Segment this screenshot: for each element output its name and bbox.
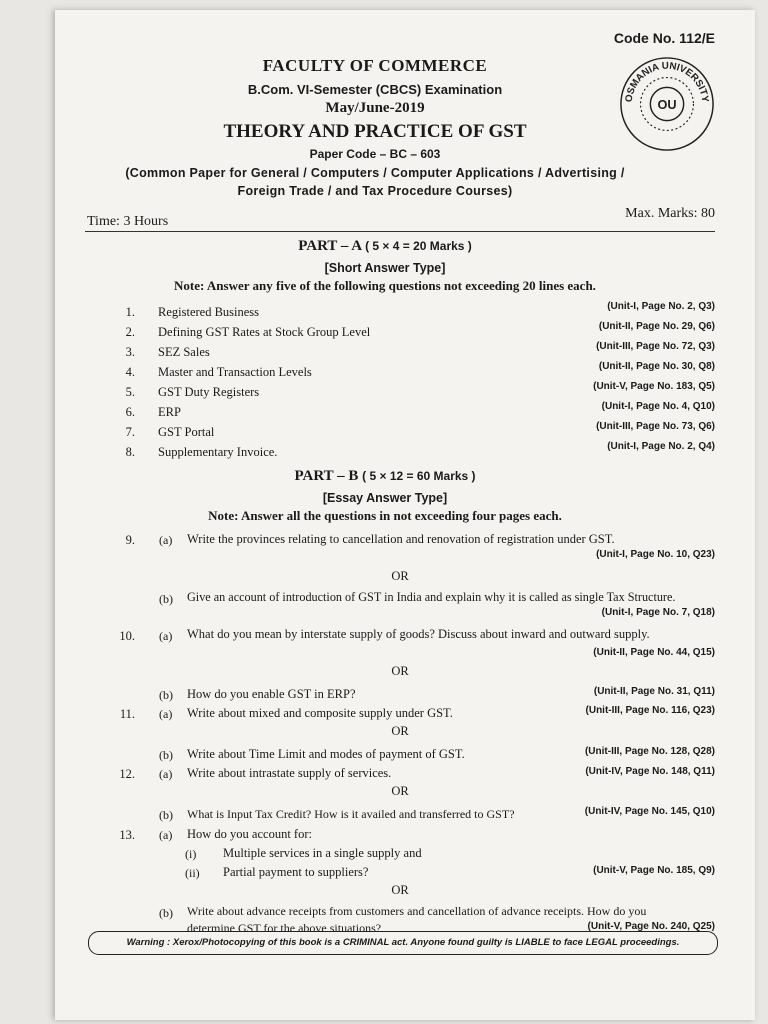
part-a-type: [Short Answer Type] [324, 261, 446, 275]
or-separator: OR [391, 883, 409, 897]
sub-question-label: (b) [159, 592, 173, 606]
question-reference: (Unit-I, Page No. 10, Q23) [596, 549, 715, 560]
question-reference: (Unit-I, Page No. 2, Q4) [607, 441, 715, 452]
question-text: How do you account for: [187, 827, 312, 841]
question-reference: (Unit-III, Page No. 128, Q28) [584, 746, 715, 757]
question-text: Supplementary Invoice. [158, 445, 278, 459]
question-reference: (Unit-V, Page No. 185, Q9) [593, 865, 715, 876]
seal-ring-text: OSMANIA UNIVERSITY [623, 60, 711, 103]
question-text: GST Duty Registers [158, 385, 260, 399]
question-text: GST Portal [158, 425, 215, 439]
faculty-title: FACULTY OF COMMERCE [262, 56, 488, 75]
question-number: 1. [125, 305, 135, 319]
question-text: Write about mixed and composite supply under GST. [187, 706, 453, 720]
question-reference: (Unit-I, Page No. 7, Q18) [601, 607, 715, 618]
or-separator: OR [391, 569, 409, 583]
part-b-note: Note: Answer all the questions in not exceeding four pages each. [208, 508, 562, 523]
sub-question-label: (b) [159, 748, 173, 762]
question-text: ERP [158, 405, 181, 419]
question-number: 3. [125, 345, 135, 359]
code-number: Code No. 112/E [613, 30, 715, 46]
question-text: How do you enable GST in ERP? [187, 687, 356, 701]
question-text: What do you mean by interstate supply of goods? Discuss about inward and outward supply. [187, 627, 650, 641]
question-text: Write about Time Limit and modes of payment of GST. [187, 747, 465, 761]
question-text: Defining GST Rates at Stock Group Level [158, 325, 371, 339]
sub-question-label: (b) [159, 808, 173, 822]
question-reference: (Unit-IV, Page No. 145, Q10) [584, 806, 715, 817]
part-a-title: PART – A [298, 238, 362, 254]
sub-question-label: (a) [159, 707, 173, 721]
question-reference: (Unit-I, Page No. 2, Q3) [607, 301, 715, 312]
sub-question-label: (b) [159, 906, 173, 920]
question-number: 7. [125, 425, 135, 439]
sub-item-label: (i) [185, 847, 197, 861]
paper-title: THEORY AND PRACTICE OF GST [223, 121, 527, 142]
question-text: Write about intrastate supply of services. [187, 766, 392, 780]
question-reference: (Unit-II, Page No. 31, Q11) [593, 686, 715, 697]
sub-question-label: (a) [159, 629, 173, 643]
question-reference: (Unit-I, Page No. 4, Q10) [601, 401, 715, 412]
copyright-warning: Warning : Xerox/Photocopying of this book is a CRIMINAL act. Anyone found guilty is LIABLE to face LEGAL proceedings. [88, 931, 718, 955]
question-number: 9. [125, 533, 135, 547]
sub-item-text: Partial payment to suppliers? [223, 865, 369, 879]
question-text: Write the provinces relating to cancellation and renovation of registration under GST. [187, 532, 615, 546]
question-reference: (Unit-II, Page No. 44, Q15) [593, 647, 715, 658]
question-reference: (Unit-III, Page No. 116, Q23) [585, 705, 715, 716]
question-number: 13. [119, 828, 135, 842]
part-a-note: Note: Answer any five of the following questions not exceeding 20 lines each. [174, 278, 596, 293]
sub-question-label: (a) [159, 828, 173, 842]
part-a-heading [55, 238, 715, 255]
question-number: 4. [125, 365, 135, 379]
seal-center-text: OU [657, 96, 677, 112]
max-marks: Max. Marks: 80 [625, 206, 715, 221]
question-reference: (Unit-V, Page No. 240, Q25) [587, 921, 715, 932]
question-number: 8. [125, 445, 135, 459]
sub-question-label: (a) [159, 533, 173, 547]
question-text: Registered Business [158, 305, 260, 319]
question-reference: (Unit-V, Page No. 183, Q5) [593, 381, 715, 392]
question-reference: (Unit-III, Page No. 72, Q3) [596, 341, 715, 352]
sub-item-text: Multiple services in a single supply and [223, 846, 422, 860]
question-number: 12. [119, 767, 135, 781]
question-text: Give an account of introduction of GST in India and explain why it is called as single Tax Structure. [187, 590, 676, 604]
question-text: SEZ Sales [158, 345, 210, 359]
part-a-marks: ( 5 × 4 = 20 Marks ) [365, 239, 472, 253]
time-allowed: Time: 3 Hours [87, 214, 169, 229]
question-reference: (Unit-III, Page No. 73, Q6) [596, 421, 715, 432]
question-number: 11. [119, 707, 135, 721]
common-paper-line-1: (Common Paper for General / Computers / Computer Applications / Advertising / [125, 166, 625, 180]
question-text-line-2: determine GST for the above situations? [187, 921, 382, 935]
question-reference: (Unit-II, Page No. 30, Q8) [598, 361, 715, 372]
part-b-heading [55, 468, 715, 485]
or-separator: OR [391, 724, 409, 738]
question-number: 10. [119, 629, 135, 643]
common-paper-line-2: Foreign Trade / and Tax Procedure Courses) [237, 184, 513, 198]
question-reference: (Unit-II, Page No. 29, Q6) [598, 321, 715, 332]
header-divider [85, 231, 715, 232]
exam-title: B.Com. VI-Semester (CBCS) Examination [247, 82, 503, 97]
sub-question-label: (a) [159, 767, 173, 781]
question-number: 2. [125, 325, 135, 339]
part-b-type: [Essay Answer Type] [322, 491, 448, 505]
question-text: What is Input Tax Credit? How is it availed and transferred to GST? [187, 807, 515, 821]
exam-session: May/June-2019 [325, 100, 425, 116]
question-number: 5. [125, 385, 135, 399]
or-separator: OR [391, 784, 409, 798]
or-separator: OR [391, 664, 409, 678]
part-b-title: PART – B [294, 468, 359, 484]
question-number: 6. [125, 405, 135, 419]
sub-item-label: (ii) [185, 866, 200, 880]
paper-code: Paper Code – BC – 603 [309, 147, 441, 161]
question-reference: (Unit-IV, Page No. 148, Q11) [585, 766, 715, 777]
question-text-line-1: Write about advance receipts from customers and cancellation of advance receipts. How do you [187, 904, 647, 918]
sub-question-label: (b) [159, 688, 173, 702]
part-b-marks: ( 5 × 12 = 60 Marks ) [362, 469, 476, 483]
exam-paper-page [55, 10, 755, 1020]
question-text: Master and Transaction Levels [158, 365, 312, 379]
